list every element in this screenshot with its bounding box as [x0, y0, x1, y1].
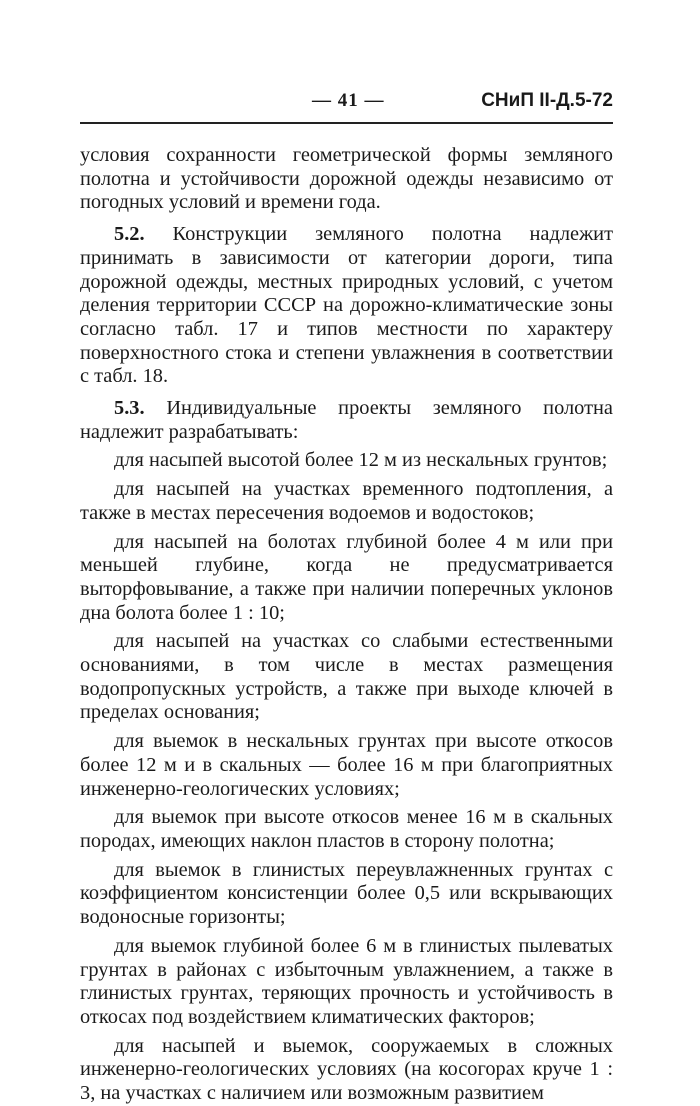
list-item: для насыпей на болотах глубиной более 4 м или при меньшей глубине, когда не предусматривается выторфовывание, а также при наличии поперечных уклонов дна болота более 1 : 10; [80, 530, 613, 624]
clause-number: 5.3. [114, 397, 145, 420]
body-text [80, 144, 613, 1106]
clause-5-3 [80, 397, 613, 444]
header-rule [80, 122, 613, 124]
list-item: для выемок глубиной более 6 м в глинистых пылеватых грунтах в районах с избыточным увлажнением, а также в глинистых грунтах, теряющих прочность и устойчивость в откосах под воздействием климатических факторов; [80, 934, 613, 1028]
list-item: для насыпей высотой более 12 м из нескальных грунтов; [114, 449, 608, 472]
list-item: для выемок при высоте откосов менее 16 м в скальных породах, имеющих наклон пластов в сторону полотна; [80, 806, 613, 852]
list-item: для выемок в нескальных грунтах при высоте откосов более 12 м и в скальных — более 16 м при благоприятных инженерно-геологических условиях; [80, 730, 613, 800]
list-item: для насыпей на участках со слабыми естественными основаниями, в том числе в местах размещения водопропускных устройств, а также при выходе ключей в пределах основания; [80, 630, 613, 724]
document-page [80, 88, 613, 1106]
intro-paragraph: условия сохранности геометрической формы земляного полотна и устойчивости дорожной одежды независимо от погодных условий и времени года. [80, 144, 613, 214]
clause-5-2 [80, 223, 613, 389]
list-item: для насыпей на участках временного подтопления, а также в местах пересечения водоемов и водостоков; [80, 478, 613, 524]
list-item: для насыпей и выемок, сооружаемых в сложных инженерно-геологических условиях (на косогорах круче 1 : 3, на участках с наличием или возможным развитием [80, 1034, 613, 1105]
list-item: для выемок в глинистых переувлажненных грунтах с коэффициентом консистенции более 0,5 или вскрывающих водоносные горизонты; [80, 858, 613, 929]
page-header [80, 88, 613, 120]
page-number: — 41 — [312, 90, 385, 111]
document-code: СНиП II-Д.5-72 [481, 90, 613, 111]
clause-number: 5.2. [114, 223, 145, 246]
clause-text: Индивидуальные проекты земляного полотна надлежит разрабатывать: [80, 397, 613, 443]
clause-text: Конструкции земляного полотна надлежит принимать в зависимости от категории дороги, типа дорожной одежды, местных природных условий, с учетом деления территории СССР на дорожно-климатические зоны согласно табл. 17 и типов местности по характеру поверхностного стока и степени увлажнения в соответствии с табл. 18. [80, 223, 613, 388]
